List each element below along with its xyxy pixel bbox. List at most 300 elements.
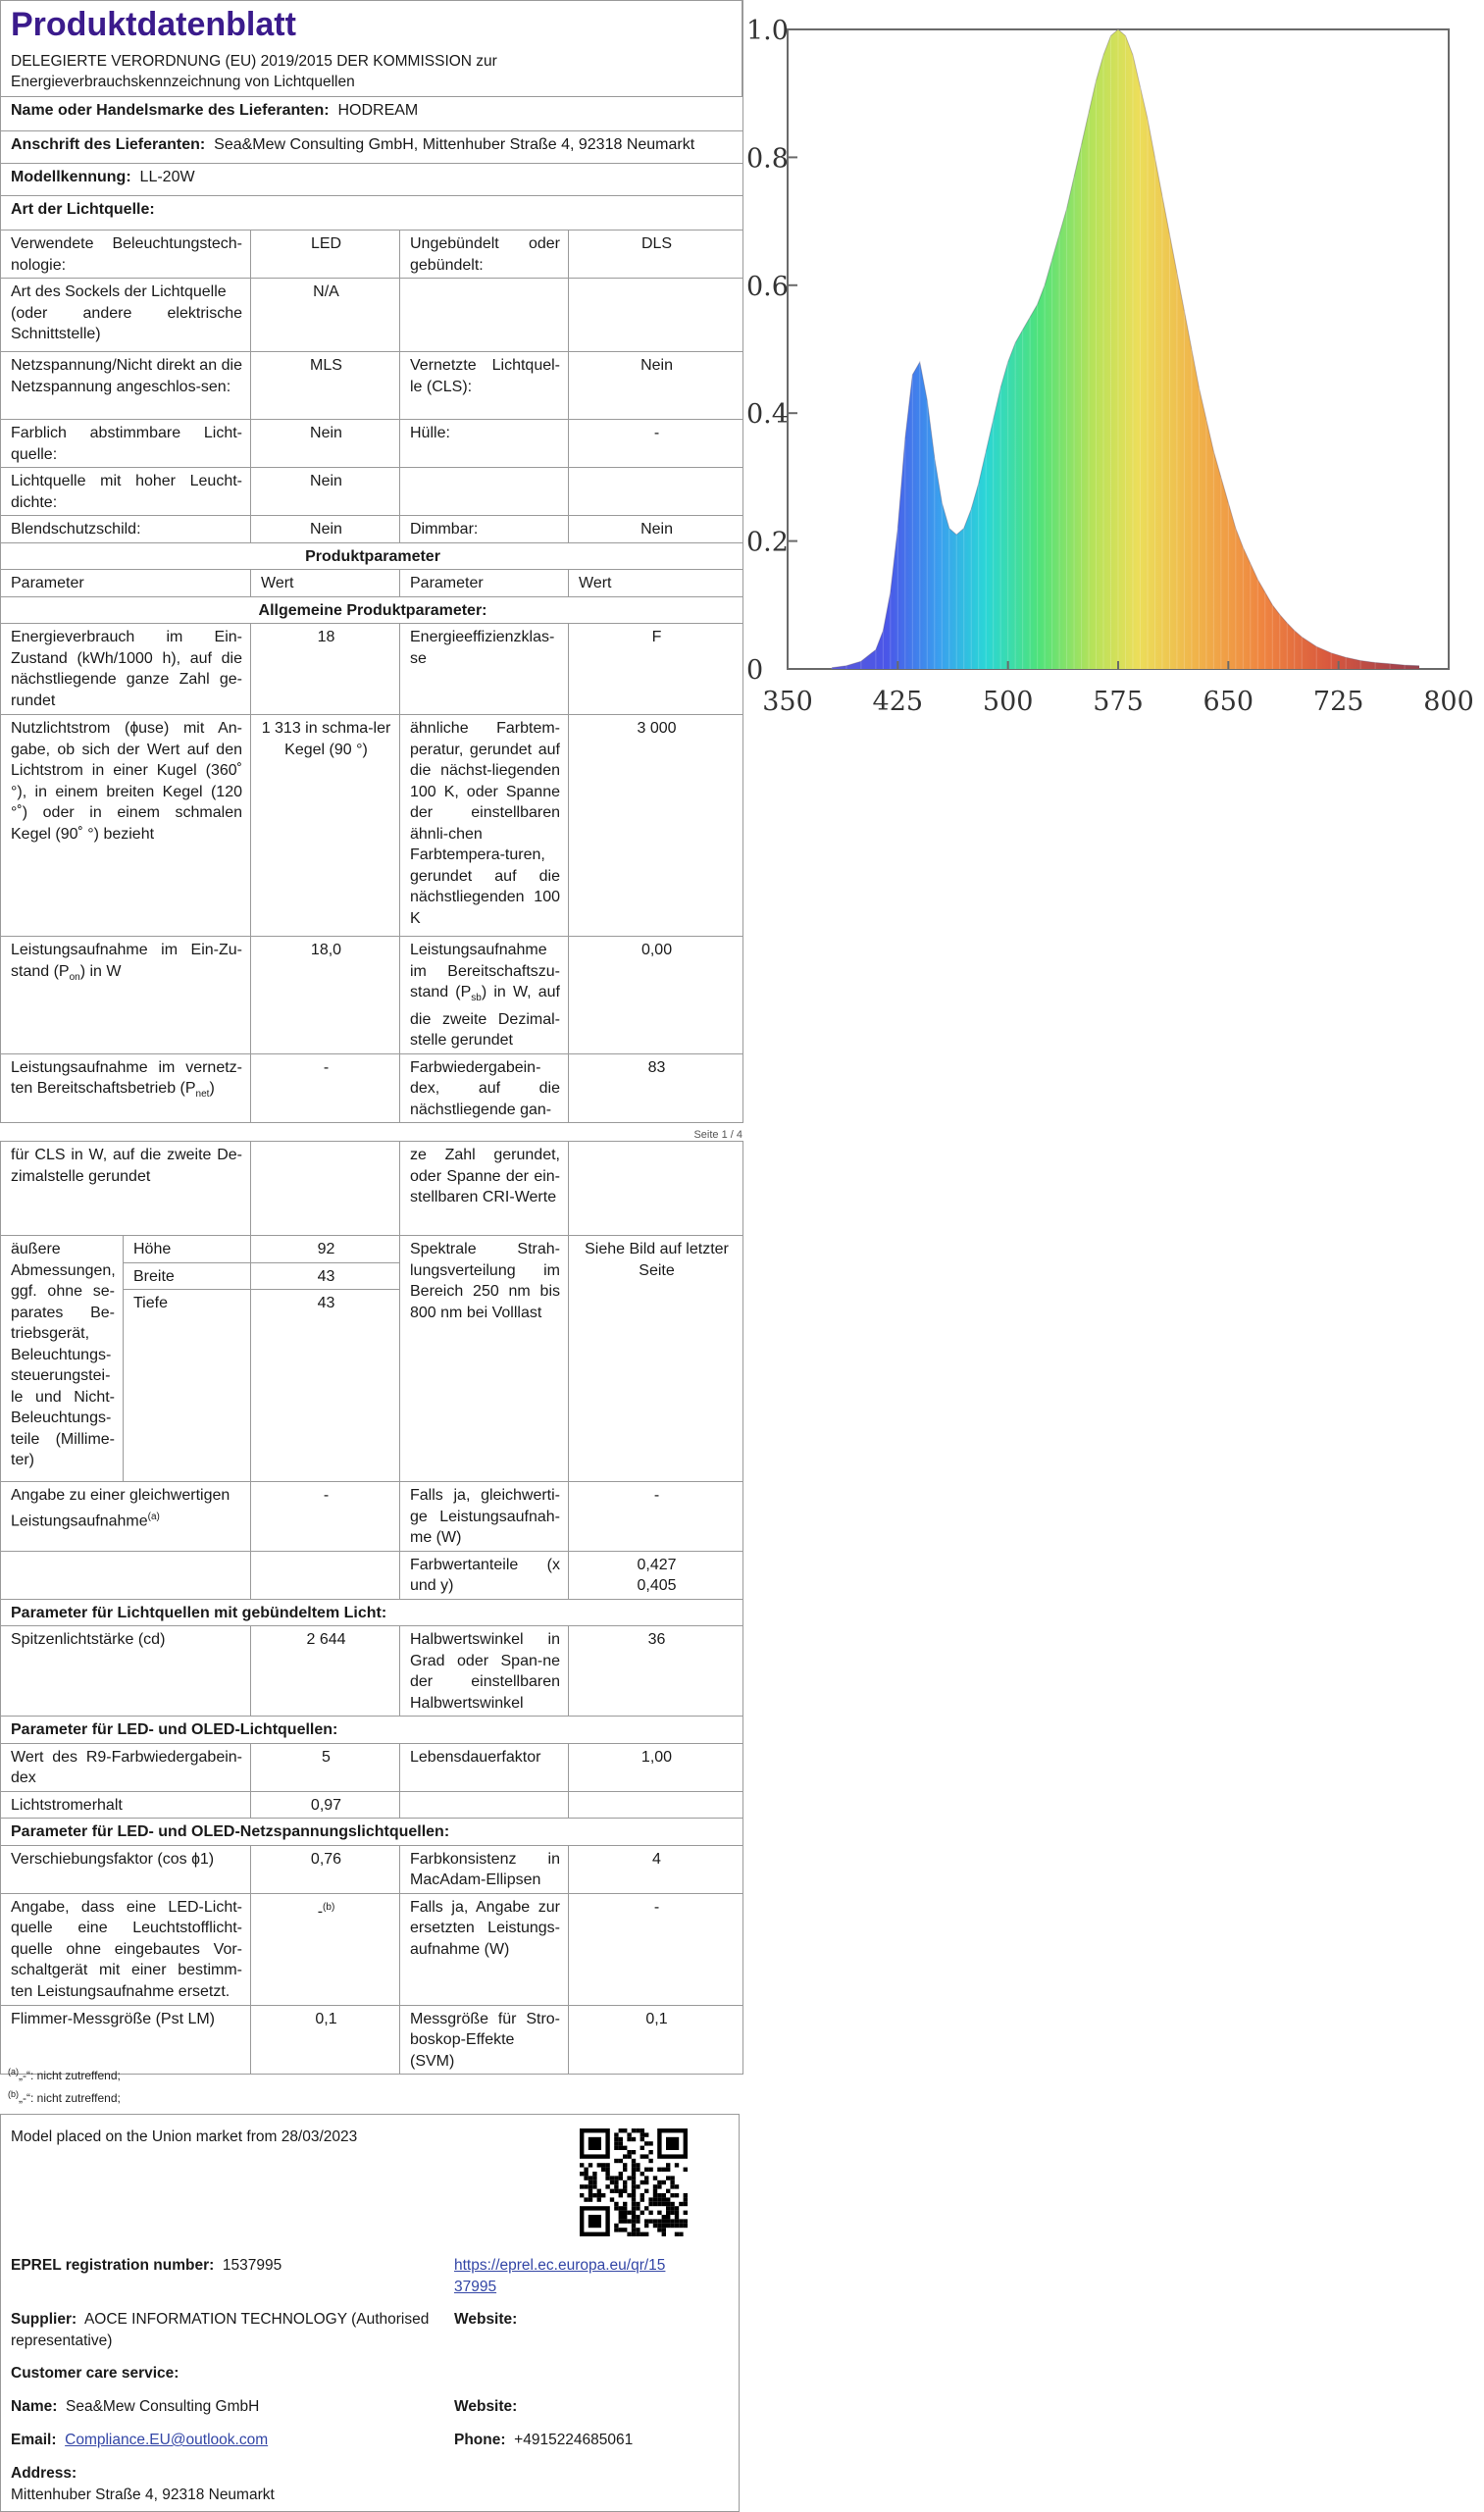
website2-label: Website: xyxy=(454,2398,518,2415)
section-heading: Parameter für LED- und OLED-Netzspannungslichtquellen: xyxy=(1,1819,743,1846)
qr-module xyxy=(605,2168,609,2172)
qr-module xyxy=(670,2219,674,2223)
qr-module xyxy=(614,2132,618,2136)
table-row xyxy=(1,196,743,231)
qr-module xyxy=(632,2184,636,2188)
care-phone: Phone: +4915224685061 xyxy=(454,2432,634,2448)
qr-module xyxy=(670,2211,674,2215)
qr-module xyxy=(614,2184,618,2188)
section-heading: Produktparameter xyxy=(1,542,743,570)
page-title: Produktdatenblatt xyxy=(11,6,296,43)
flicker-label: Flimmer-Messgröße (Pst LM) xyxy=(1,2005,251,2075)
cri-value: 83 xyxy=(569,1053,743,1123)
highlum-label: Lichtquelle mit hoher Leucht-dichte: xyxy=(1,468,251,516)
qr-module xyxy=(619,2219,623,2223)
qr-module xyxy=(675,2232,679,2236)
qr-module xyxy=(662,2193,666,2197)
qr-module xyxy=(636,2232,640,2236)
supplier-name-label: Name oder Handelsmarke des Lieferanten: xyxy=(11,102,330,119)
qr-module xyxy=(662,2228,666,2231)
qr-module xyxy=(597,2197,601,2201)
table-row xyxy=(1,937,743,1054)
qr-module xyxy=(614,2224,618,2228)
qr-module xyxy=(605,2172,609,2176)
qr-module xyxy=(644,2232,648,2236)
qr-module xyxy=(657,2228,661,2231)
column-header: Wert xyxy=(569,570,743,597)
qr-module xyxy=(610,2189,614,2193)
qr-module xyxy=(648,2141,652,2145)
maint-label: Lichtstromerhalt xyxy=(1,1791,251,1819)
qr-module xyxy=(648,2219,652,2223)
qr-module xyxy=(644,2206,648,2210)
qr-module xyxy=(653,2184,657,2188)
qr-module xyxy=(670,2184,674,2188)
qr-module xyxy=(588,2193,592,2197)
qr-module xyxy=(592,2176,596,2179)
dims-label: äußere Abmessungen, ggf. ohne se-parates Be-triebsgerät, Beleuchtungs-steuerungstei-le und Nicht-Beleuchtungs-teile (Millime-ter) xyxy=(1,1236,124,1482)
qr-module xyxy=(640,2180,644,2184)
qr-module xyxy=(644,2189,648,2193)
qr-module xyxy=(614,2159,618,2163)
datasheet-page-1 xyxy=(0,0,743,1121)
pon-label: Leistungsaufnahme im Ein-Zu-stand $(P_{on})$ in W xyxy=(1,937,251,1054)
qr-module xyxy=(614,2176,618,2179)
supplier-info: Supplier: AOCE INFORMATION TECHNOLOGY (Authorised representative) xyxy=(11,2311,430,2349)
qr-module xyxy=(623,2184,627,2188)
qr-module xyxy=(632,2168,636,2172)
peak-value: 2 644 xyxy=(251,1626,400,1717)
table-row xyxy=(1,352,743,420)
qr-module xyxy=(666,2211,670,2215)
table-row xyxy=(1,516,743,543)
qr-module xyxy=(632,2193,636,2197)
spectral-distribution-chart xyxy=(742,0,1484,726)
qr-module xyxy=(610,2197,614,2201)
table-row xyxy=(1,715,743,937)
macadam-value: 4 xyxy=(569,1845,743,1893)
qr-module xyxy=(619,2228,623,2231)
table-row xyxy=(1,1236,743,1263)
qr-module xyxy=(640,2146,644,2150)
dpf-label: Verschiebungsfaktor (cos ɸ1) xyxy=(1,1845,251,1893)
qr-module xyxy=(588,2184,592,2188)
qr-module xyxy=(640,2128,644,2132)
table-row xyxy=(1,231,743,279)
peak-label: Spitzenlichtstärke (cd) xyxy=(1,1626,251,1717)
qr-module xyxy=(588,2197,592,2201)
pon-value: 18,0 xyxy=(251,937,400,1054)
qr-module xyxy=(592,2184,596,2188)
qr-module xyxy=(592,2180,596,2184)
qr-module xyxy=(640,2172,644,2176)
qr-module xyxy=(640,2137,644,2141)
qr-module xyxy=(614,2206,618,2210)
qr-module xyxy=(632,2150,636,2154)
qr-module xyxy=(675,2206,679,2210)
qr-module xyxy=(684,2219,688,2223)
qr-module xyxy=(662,2224,666,2228)
eprel-link[interactable]: https://eprel.ec.europa.eu/qr/15 37995 xyxy=(454,2257,666,2295)
cls-label: Vernetzte Lichtquel-le (CLS): xyxy=(400,352,569,420)
qr-module xyxy=(666,2224,670,2228)
qr-module xyxy=(588,2189,592,2193)
qr-module xyxy=(623,2219,627,2223)
qr-module xyxy=(632,2137,636,2141)
datasheet-page-2 xyxy=(0,1141,742,2075)
qr-module xyxy=(653,2189,657,2193)
qr-module xyxy=(584,2176,588,2179)
qr-module xyxy=(605,2163,609,2167)
qr-module xyxy=(601,2168,605,2172)
qr-module xyxy=(623,2189,627,2193)
qr-module xyxy=(614,2202,618,2206)
qr-module xyxy=(648,2168,652,2172)
table-row xyxy=(1,542,743,570)
qr-module xyxy=(588,2180,592,2184)
table-row xyxy=(1,420,743,468)
column-header: Parameter xyxy=(400,570,569,597)
qr-module xyxy=(605,2176,609,2179)
section-heading: Parameter für LED- und OLED-Lichtquellen: xyxy=(1,1717,743,1744)
section-heading: Art der Lichtquelle: xyxy=(1,196,743,231)
table-row xyxy=(1,1142,743,1236)
email-link[interactable]: Compliance.EU@outlook.com xyxy=(65,2432,269,2448)
qr-module xyxy=(623,2206,627,2210)
qr-module xyxy=(666,2215,670,2219)
eprel-box xyxy=(0,2114,740,2512)
table-row xyxy=(1,164,743,196)
equiv-w-value: - xyxy=(569,1482,743,1552)
qr-module xyxy=(666,2163,670,2167)
column-header: Wert xyxy=(251,570,400,597)
qr-module xyxy=(601,2193,605,2197)
dimmable-value: Nein xyxy=(569,516,743,543)
qr-module xyxy=(580,2193,584,2197)
qr-module xyxy=(644,2132,648,2136)
qr-module xyxy=(632,2197,636,2201)
qr-module xyxy=(632,2163,636,2167)
r9-value: 5 xyxy=(251,1743,400,1791)
section-heading: Allgemeine Produktparameter: xyxy=(1,596,743,624)
qr-module xyxy=(657,2180,661,2184)
qr-module xyxy=(648,2159,652,2163)
qr-module xyxy=(597,2189,601,2193)
qr-module xyxy=(614,2180,618,2184)
datasheet-header xyxy=(0,0,742,96)
qr-module xyxy=(623,2154,627,2158)
qr-module xyxy=(632,2228,636,2231)
qr-module xyxy=(653,2197,657,2201)
spd-label: Spektrale Strah-lungsverteilung im Bereich 250 nm bis 800 nm bei Volllast xyxy=(400,1236,569,1482)
qr-code[interactable] xyxy=(580,2128,688,2236)
qr-module xyxy=(648,2150,652,2154)
qr-module xyxy=(636,2128,640,2132)
class-label: Energieeffizienzklas-se xyxy=(400,624,569,715)
qr-module xyxy=(584,2184,588,2188)
qr-module xyxy=(657,2168,661,2172)
qr-module xyxy=(632,2176,636,2179)
qr-module xyxy=(636,2163,640,2167)
pnet-value: - xyxy=(251,1053,400,1123)
qr-module xyxy=(684,2168,688,2172)
cri-label-cont: ze Zahl gerundet, oder Spanne der ein-stellbaren CRI-Werte xyxy=(400,1142,569,1236)
beam-label: Halbwertswinkel in Grad oder Span-ne der einstellbaren Halbwertswinkel xyxy=(400,1626,569,1717)
qr-module xyxy=(644,2180,648,2184)
qr-module xyxy=(636,2168,640,2172)
bundled-value: DLS xyxy=(569,231,743,279)
qr-module xyxy=(662,2168,666,2172)
maint-value: 0,97 xyxy=(251,1791,400,1819)
qr-module xyxy=(623,2228,627,2231)
flux-value: 1 313 in schma-ler Kegel (90 °) xyxy=(251,715,400,937)
tunable-value: Nein xyxy=(251,420,400,468)
qr-module xyxy=(605,2184,609,2188)
y-tick-label: 0.6 xyxy=(746,271,789,302)
qr-module xyxy=(632,2189,636,2193)
mains-label: Netzspannung/Nicht direkt an die Netzspannung angeschlos-sen: xyxy=(1,352,251,420)
qr-module xyxy=(627,2219,631,2223)
qr-module xyxy=(632,2128,636,2132)
pnet-label-cont: für CLS in W, auf die zweite De-zimalstelle gerundet xyxy=(1,1142,251,1236)
height-value: 92 xyxy=(251,1236,400,1263)
qr-module xyxy=(662,2219,666,2223)
qr-module xyxy=(679,2224,683,2228)
tunable-label: Farblich abstimmbare Licht-quelle: xyxy=(1,420,251,468)
qr-module xyxy=(679,2202,683,2206)
table-row xyxy=(1,1717,743,1744)
qr-module xyxy=(627,2150,631,2154)
product-table-1 xyxy=(0,96,743,1123)
table-row xyxy=(1,570,743,597)
qr-module xyxy=(640,2197,644,2201)
qr-module xyxy=(619,2193,623,2197)
qr-module xyxy=(619,2141,623,2145)
address-value: Mittenhuber Straße 4, 92318 Neumarkt xyxy=(11,2486,275,2503)
market-date: Model placed on the Union market from 28/03/2023 xyxy=(11,2128,358,2145)
qr-module xyxy=(592,2172,596,2176)
table-row xyxy=(1,131,743,164)
table-row xyxy=(1,596,743,624)
qr-module xyxy=(657,2211,661,2215)
qr-module xyxy=(619,2128,623,2132)
qr-module xyxy=(592,2193,596,2197)
table-row xyxy=(1,97,743,131)
care-name: Name: Sea&Mew Consulting GmbH xyxy=(11,2398,260,2415)
qr-module xyxy=(627,2176,631,2179)
website-label: Website: xyxy=(454,2311,518,2328)
qr-module xyxy=(662,2197,666,2201)
care-email: Email: Compliance.EU@outlook.com xyxy=(11,2432,269,2448)
qr-module xyxy=(644,2154,648,2158)
qr-module xyxy=(653,2176,657,2179)
qr-module xyxy=(662,2202,666,2206)
qr-module xyxy=(684,2202,688,2206)
qr-module xyxy=(666,2202,670,2206)
x-tick-label: 725 xyxy=(1312,687,1364,717)
x-tick-label: 575 xyxy=(1093,687,1144,717)
qr-module xyxy=(679,2219,683,2223)
psb-label: Leistungsaufnahme im Bereitschaftszu-stand $(P_{sb})$ in W, auf die zweite Dezimal-stelle gerundet xyxy=(400,937,569,1054)
qr-module xyxy=(619,2137,623,2141)
chroma-label: Farbwertanteile (x und y) xyxy=(400,1551,569,1599)
equiv-w-label: Falls ja, gleichwerti-ge Leistungsaufnah-me (W) xyxy=(400,1482,569,1552)
qr-module xyxy=(670,2176,674,2179)
class-value: F xyxy=(569,624,743,715)
qr-module xyxy=(623,2211,627,2215)
socket-label: Art des Sockels der Lichtquelle (oder andere elektrische Schnittstelle) xyxy=(1,279,251,352)
x-tick-label: 425 xyxy=(872,687,924,717)
qr-module xyxy=(640,2154,644,2158)
qr-module xyxy=(588,2215,601,2228)
qr-module xyxy=(627,2132,631,2136)
qr-module xyxy=(675,2163,679,2167)
qr-module xyxy=(614,2146,618,2150)
replace-label: Angabe, dass eine LED-Licht-quelle eine Leuchtstofflicht-quelle ohne eingebautes Vor-schaltgerät mit einer bestimm-ten Leistungsaufnahme ersetzt. xyxy=(1,1893,251,2005)
qr-module xyxy=(657,2219,661,2223)
qr-module xyxy=(619,2172,623,2176)
qr-module xyxy=(675,2224,679,2228)
supplier-name-value: HODREAM xyxy=(337,102,419,119)
y-tick-label: 1.0 xyxy=(746,16,789,46)
page-number: Seite 1 / 4 xyxy=(693,1129,742,1141)
qr-module xyxy=(653,2193,657,2197)
qr-module xyxy=(614,2228,618,2231)
svm-label: Messgröße für Stro-boskop-Effekte (SVM) xyxy=(400,2005,569,2075)
qr-module xyxy=(584,2172,588,2176)
qr-module xyxy=(657,2184,661,2188)
flicker-value: 0,1 xyxy=(251,2005,400,2075)
table-row xyxy=(1,468,743,516)
equiv-value: - xyxy=(251,1482,400,1552)
depth-label: Tiefe xyxy=(124,1290,251,1482)
footnote-a: $^{(a)}$„-“: nicht zutreffend; xyxy=(8,2067,121,2082)
table-row xyxy=(1,1743,743,1791)
depth-value: 43 xyxy=(251,1290,400,1482)
qr-module xyxy=(666,2168,670,2172)
qr-module xyxy=(619,2206,623,2210)
qr-module xyxy=(684,2197,688,2201)
qr-module xyxy=(623,2180,627,2184)
cct-label: ähnliche Farbtem-peratur, gerundet auf die nächst-liegenden 100 K, oder Spanne der einstellbaren ähnli-chen Farbtempera-turen, gerundet auf die nächstliegenden 100 K xyxy=(400,715,569,937)
qr-module xyxy=(662,2232,666,2236)
y-tick-label: 0.2 xyxy=(746,527,789,558)
y-tick-label: 0.8 xyxy=(746,143,789,175)
qr-module xyxy=(619,2189,623,2193)
qr-module xyxy=(657,2224,661,2228)
regulation-text: DELEGIERTE VERORDNUNG (EU) 2019/2015 DER KOMMISSION zur Energieverbrauchskennzeichnung von Lichtquellen xyxy=(11,53,497,90)
qr-module xyxy=(636,2219,640,2223)
table-row xyxy=(1,1791,743,1819)
qr-module xyxy=(640,2211,644,2215)
qr-module xyxy=(657,2197,661,2201)
model-label: Modellkennung: xyxy=(11,169,131,185)
qr-module xyxy=(684,2224,688,2228)
table-row xyxy=(1,1599,743,1626)
column-header: Parameter xyxy=(1,570,251,597)
qr-module xyxy=(684,2211,688,2215)
qr-module xyxy=(614,2141,618,2145)
qr-module xyxy=(666,2197,670,2201)
qr-module xyxy=(623,2128,627,2132)
qr-module xyxy=(644,2224,648,2228)
qr-module xyxy=(670,2180,674,2184)
qr-module xyxy=(670,2193,674,2197)
qr-module xyxy=(653,2202,657,2206)
qr-module xyxy=(632,2232,636,2236)
qr-module xyxy=(580,2184,584,2188)
qr-module xyxy=(619,2146,623,2150)
customer-care-heading: Customer care service: xyxy=(11,2365,179,2382)
energy-label: Energieverbrauch im Ein-Zustand (kWh/1000 h), auf die nächstliegende ganze Zahl ge-rundet xyxy=(1,624,251,715)
table-row xyxy=(1,1551,743,1599)
qr-module xyxy=(632,2224,636,2228)
y-tick-label: 0.4 xyxy=(746,399,789,431)
dpf-value: 0,76 xyxy=(251,1845,400,1893)
envelope-value: - xyxy=(569,420,743,468)
qr-module xyxy=(666,2137,679,2150)
table-row xyxy=(1,1819,743,1846)
x-tick-label: 500 xyxy=(982,687,1034,717)
qr-module xyxy=(644,2176,648,2179)
qr-module xyxy=(648,2197,652,2201)
qr-module xyxy=(632,2211,636,2215)
qr-module xyxy=(679,2232,683,2236)
qr-module xyxy=(632,2159,636,2163)
svm-value: 0,1 xyxy=(569,2005,743,2075)
qr-module xyxy=(662,2180,666,2184)
qr-module xyxy=(632,2206,636,2210)
r9-label: Wert des R9-Farbwiedergabein-dex xyxy=(1,1743,251,1791)
mains-value: MLS xyxy=(251,352,400,420)
qr-module xyxy=(601,2163,605,2167)
tech-label: Verwendete Beleuchtungstech-nologie: xyxy=(1,231,251,279)
qr-module xyxy=(636,2202,640,2206)
replace-value: -$^{(b)}$ xyxy=(251,1893,400,2005)
qr-module xyxy=(636,2215,640,2219)
qr-module xyxy=(670,2206,674,2210)
qr-module xyxy=(610,2180,614,2184)
qr-module xyxy=(644,2219,648,2223)
table-row xyxy=(1,1053,743,1123)
beam-value: 36 xyxy=(569,1626,743,1717)
qr-module xyxy=(610,2176,614,2179)
x-tick-label: 800 xyxy=(1423,687,1474,717)
x-tick-label: 350 xyxy=(762,687,813,717)
highlum-value: Nein xyxy=(251,468,400,516)
qr-module xyxy=(657,2202,661,2206)
qr-module xyxy=(662,2215,666,2219)
table-row xyxy=(1,1482,743,1552)
qr-module xyxy=(666,2176,670,2179)
qr-module xyxy=(627,2137,631,2141)
flux-label: Nutzlichtstrom (ɸuse) mit An-gabe, ob sich der Wert auf den Lichtstrom in einer Kugel (360˚ °), in einem breiten Kegel (120 °˚) oder in einem schmalen Kegel (90˚ °) bezieht xyxy=(1,715,251,937)
qr-module xyxy=(580,2163,584,2167)
dimmable-label: Dimmbar: xyxy=(400,516,569,543)
psb-value: 0,00 xyxy=(569,937,743,1054)
table-row xyxy=(1,279,743,352)
qr-module xyxy=(675,2211,679,2215)
qr-module xyxy=(670,2224,674,2228)
glare-label: Blendschutzschild: xyxy=(1,516,251,543)
qr-module xyxy=(670,2202,674,2206)
qr-module xyxy=(644,2141,648,2145)
qr-module xyxy=(640,2132,644,2136)
qr-module xyxy=(619,2211,623,2215)
qr-module xyxy=(640,2232,644,2236)
eprel-reg: EPREL registration number: 1537995 xyxy=(11,2257,282,2274)
qr-module xyxy=(644,2168,648,2172)
